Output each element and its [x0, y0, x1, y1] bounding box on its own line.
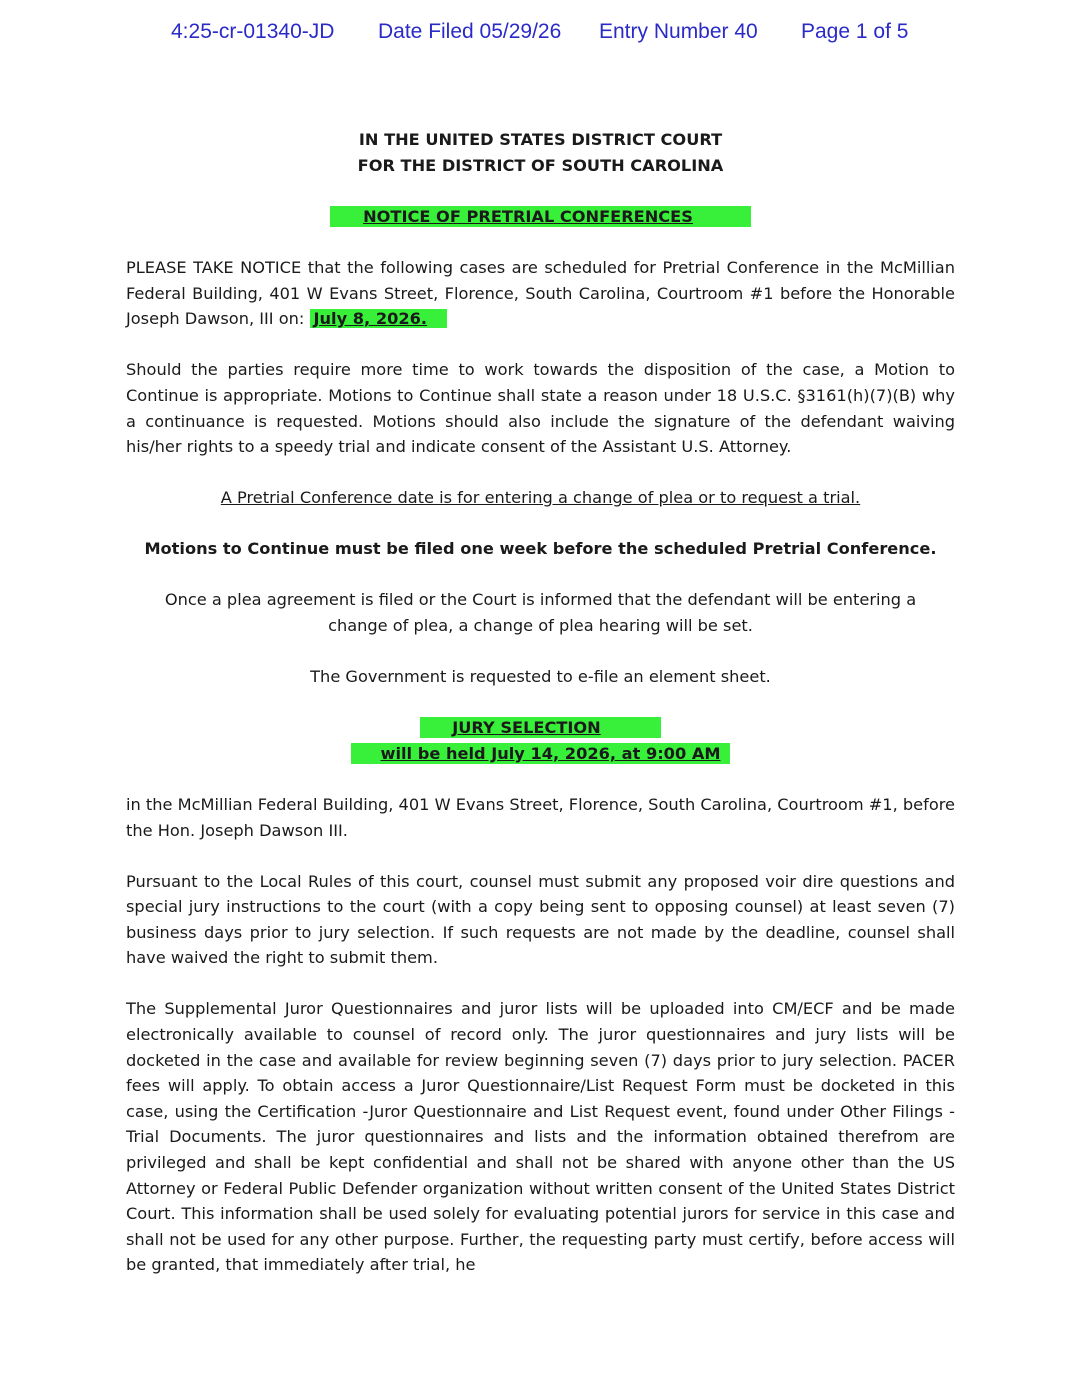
notice-text: PLEASE TAKE NOTICE that the following cases are scheduled for Pretrial Conference in the McMillian Federal Building, 401 W Evans Street, Florence, South Carolina, Courtroom #1 before the Honorable Joseph Dawson, III on:: [126, 258, 955, 329]
plea-paragraph: Once a plea agreement is filed or the Court is informed that the defendant will be entering a change of plea, a change of plea hearing will be set.: [164, 590, 917, 636]
motions-deadline: Motions to Continue must be filed one week before the scheduled Pretrial Conference.: [144, 539, 937, 559]
notice-paragraph: [126, 255, 955, 332]
jury-heading: JURY SELECTION: [452, 718, 601, 738]
conference-date: July 8, 2026.: [310, 309, 448, 328]
jury-held: will be held July 14, 2026, at 9:00 AM: [380, 743, 721, 763]
jury-held-wrap: [126, 741, 955, 767]
jury-heading-highlight: [420, 717, 660, 738]
document-body: [126, 127, 955, 1278]
jury-held-highlight: [351, 743, 731, 764]
title-highlight: [330, 206, 751, 227]
element-sheet-note: The Government is requested to e-file an element sheet.: [310, 667, 771, 687]
pretrial-purpose: A Pretrial Conference date is for entering a change of plea or to request a trial.: [220, 488, 861, 508]
jury-location: in the McMillian Federal Building, 401 W Evans Street, Florence, South Carolina, Courtroom #1, before the Hon. Joseph Dawson III.: [126, 794, 955, 840]
notice-title: NOTICE OF PRETRIAL CONFERENCES: [363, 207, 693, 226]
court-name-line1: IN THE UNITED STATES DISTRICT COURT: [358, 130, 723, 149]
notice-title-wrap: [126, 204, 955, 230]
jury-heading-wrap: [126, 715, 955, 741]
questionnaire-paragraph: The Supplemental Juror Questionnaires and juror lists will be uploaded into CM/ECF and be made electronically available to counsel of record only. The juror questionnaires and jury lists will be docketed in the case and available for review beginning seven (7) days prior to jury selection. PACER fees will apply. To obtain access a Juror Questionnaire/List Request Form must be docketed in this case, using the Certification -Juror Questionnaire and List Request event, found under Other Filings -Trial Documents. The juror questionnaires and lists and the information obtained therefrom are privileged and shall be kept confidential and shall not be shared with anyone other than the US Attorney or Federal Public Defender organization without written consent of the United States District Court. This information shall be used solely for evaluating potential jurors for service in this case and shall not be used for any other purpose. Further, the requesting party must certify, before access will be granted, that immediately after trial, he: [126, 999, 955, 1275]
local-rules-paragraph: Pursuant to the Local Rules of this court, counsel must submit any proposed voir dire questions and special jury instructions to the court (with a copy being sent to opposing counsel) at least seven (7) business days prior to jury selection. If such requests are not made by the deadline, counsel shall have waived the right to submit them.: [126, 871, 955, 968]
court-name-line2: FOR THE DISTRICT OF SOUTH CAROLINA: [357, 156, 724, 175]
entry-number: Entry Number 40: [599, 20, 758, 43]
date-filed: Date Filed 05/29/26: [378, 20, 562, 43]
continue-paragraph: Should the parties require more time to work towards the disposition of the case, a Motion to Continue is appropriate. Motions to Continue shall state a reason under 18 U.S.C. §3161(h)(7)(B) why a continuance is requested. Motions should also include the signature of the defendant waiving his/her rights to a speedy trial and indicate consent of the Assistant U.S. Attorney.: [126, 360, 955, 457]
page-number: Page 1 of 5: [801, 20, 909, 43]
case-number: 4:25-cr-01340-JD: [171, 20, 335, 43]
